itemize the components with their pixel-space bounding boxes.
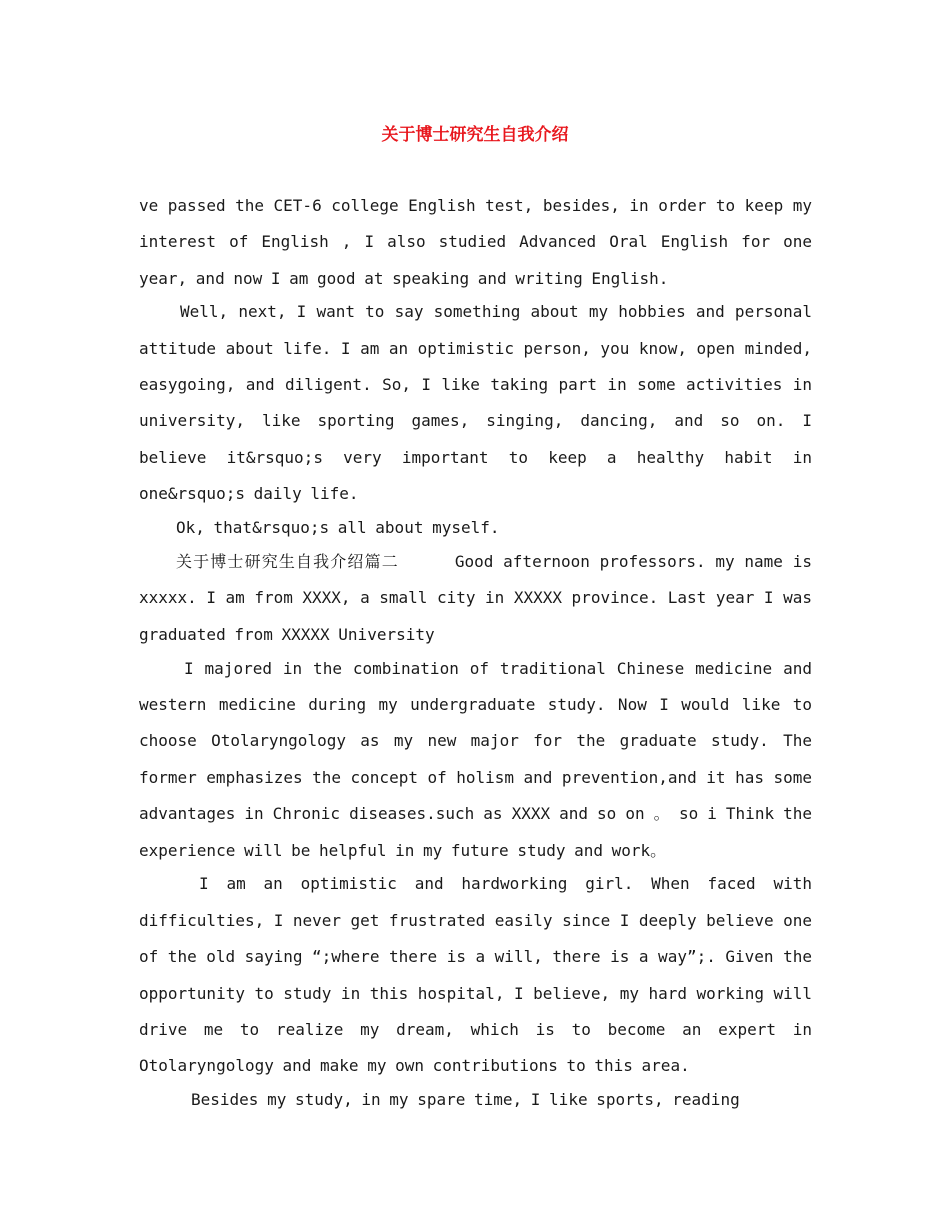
paragraph-personality: I am an optimistic and hardworking girl. When faced with difficulties, I never get frustrated easily since I deeply believe one of the old saying “;where there is a will, there is a way”;. Given the opportunity to study in this hospital, I believe, my hard working will drive me to realize my dream, which is to become an expert in Otolaryngology and make my own contributions to this area. <box>139 874 812 1076</box>
paragraph-section-two <box>139 544 812 653</box>
paragraph-introduction: Good afternoon professors. my name is xxxxx. I am from XXXX, a small city in XXXXX province. Last year I was graduated from XXXXX University <box>139 551 812 644</box>
section-heading: 关于博士研究生自我介绍篇二 <box>176 551 399 571</box>
paragraph-closing: Ok, that&rsquo;s all about myself. <box>176 518 500 538</box>
document-body <box>139 188 812 1119</box>
paragraph-spare-time: Besides my study, in my spare time, I like sports, reading <box>191 1090 740 1110</box>
paragraph-hobbies: Well, next, I want to say something about my hobbies and personal attitude about life. I am an optimistic person, you know, open minded, easygoing, and diligent. So, I like taking part in some activities in university, like sporting games, singing, dancing, and so on. I believe it&rsquo;s very important to keep a healthy habit in one&rsquo;s daily life. <box>139 302 812 504</box>
paragraph-major: I majored in the combination of traditional Chinese medicine and western medicine during my undergraduate study. Now I would like to choose Otolaryngology as my new major for the graduate study. The former emphasizes the concept of holism and prevention,and it has some advantages in Chronic diseases.such as XXXX and so on 。 so i Think the experience will be helpful in my future study and work。 <box>139 658 812 860</box>
document-title: 关于博士研究生自我介绍 <box>381 125 569 145</box>
paragraph-cet6: ve passed the CET-6 college English test, besides, in order to keep my interest of English , I also studied Advanced Oral English for one year, and now I am good at speaking and writing English. <box>139 196 812 288</box>
